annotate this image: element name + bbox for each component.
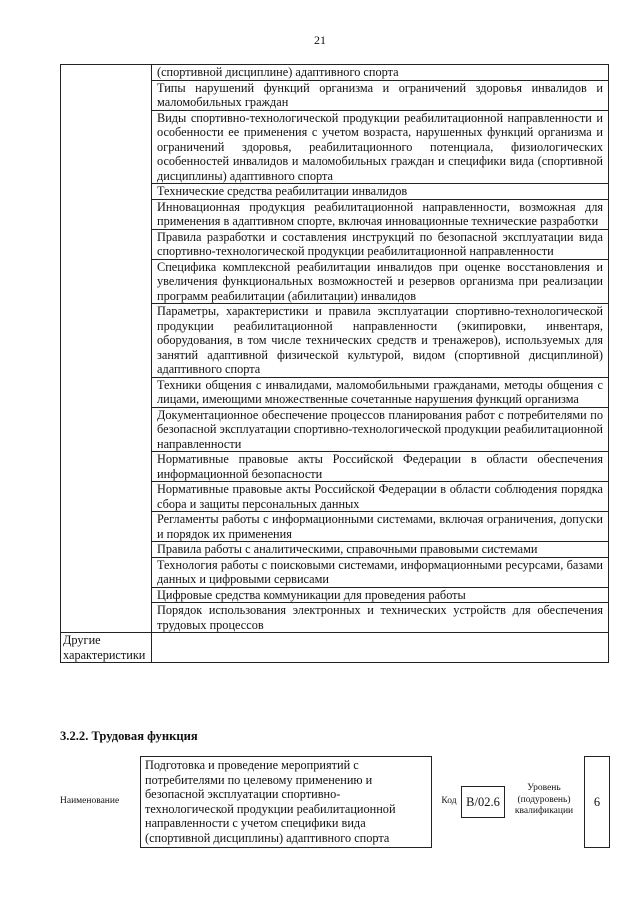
table-row	[61, 65, 609, 81]
knowledge-item: (спортивной дисциплине) адаптивного спорта	[152, 65, 609, 81]
knowledge-item: Документационное обеспечение процессов планирования работ с потребителями по безопасной эксплуатации спортивно-технологической продукции реабилитационной направленности	[152, 407, 609, 452]
code-value-box: B/02.6	[461, 786, 505, 818]
knowledge-table-body	[61, 65, 609, 663]
knowledge-item: Правила работы с аналитическими, справочными правовыми системами	[152, 542, 609, 558]
knowledge-item: Инновационная продукция реабилитационной направленности, возможная для применения в адаптивном спорте, включая инновационные технические разработки	[152, 199, 609, 229]
knowledge-item: Параметры, характеристики и правила эксплуатации спортивно-технологической продукции реабилитационной направленности (экипировки, инвентаря, оборудования, в том числе технических средств и тренажеров), используемых для занятий адаптивной физической культурой, видом (спортивной дисциплиной) адаптивного спорта	[152, 304, 609, 378]
name-value-box: Подготовка и проведение мероприятий с потребителями по целевому применению и безопасной эксплуатации спортивно-технологической продукции реабилитационной направленности с учетом специфики вида (спортивной дисциплины) адаптивного спорта	[140, 756, 432, 848]
knowledge-item: Регламенты работы с информационными системами, включая ограничения, допуски и порядок их применения	[152, 512, 609, 542]
level-label: Уровень (подуровень) квалификации	[514, 783, 574, 816]
level-value-box: 6	[584, 756, 610, 848]
knowledge-item: Правила разработки и составления инструкций по безопасной эксплуатации вида спортивно-технологической продукции реабилитационной направленности	[152, 229, 609, 259]
table-row-other	[61, 633, 609, 663]
knowledge-item: Цифровые средства коммуникации для проведения работы	[152, 587, 609, 603]
knowledge-item: Технология работы с поисковыми системами, информационными ресурсами, базами данных и цифровыми сервисами	[152, 557, 609, 587]
knowledge-item: Нормативные правовые акты Российской Федерации в области соблюдения порядка сбора и защиты персональных данных	[152, 482, 609, 512]
knowledge-item: Техники общения с инвалидами, маломобильными гражданами, методы общения с лицами, имеющими множественные сочетанные нарушения функций организма	[152, 377, 609, 407]
section-title: 3.2.2. Трудовая функция	[60, 729, 198, 743]
knowledge-item: Технические средства реабилитации инвалидов	[152, 184, 609, 200]
other-characteristics-value	[152, 633, 609, 663]
knowledge-item: Порядок использования электронных и технических устройств для обеспечения трудовых процессов	[152, 603, 609, 633]
code-label: Код	[441, 796, 457, 806]
knowledge-label-cell	[61, 65, 152, 633]
knowledge-table	[60, 64, 609, 663]
other-characteristics-label: Другие характеристики	[61, 633, 152, 663]
page-number: 21	[314, 33, 326, 47]
labor-function-row	[0, 756, 640, 848]
name-label: Наименование	[60, 796, 120, 806]
knowledge-item: Нормативные правовые акты Российской Федерации в области обеспечения информационной безопасности	[152, 452, 609, 482]
knowledge-item: Специфика комплексной реабилитации инвалидов при оценке восстановления и увеличения функциональных возможностей и резервов организма при реализации программ реабилитации (абилитации) инвалидов	[152, 259, 609, 304]
knowledge-item: Типы нарушений функций организма и ограничений здоровья инвалидов и маломобильных граждан	[152, 80, 609, 110]
knowledge-item: Виды спортивно-технологической продукции реабилитационной направленности и особенности ее применения с учетом возраста, нарушенных функций организма и ограничений здоровья, реабилитационного потенциала, физиологических особенностей инвалидов и маломобильных граждан и специфики вида (спортивной дисциплины) адаптивного спорта	[152, 110, 609, 184]
